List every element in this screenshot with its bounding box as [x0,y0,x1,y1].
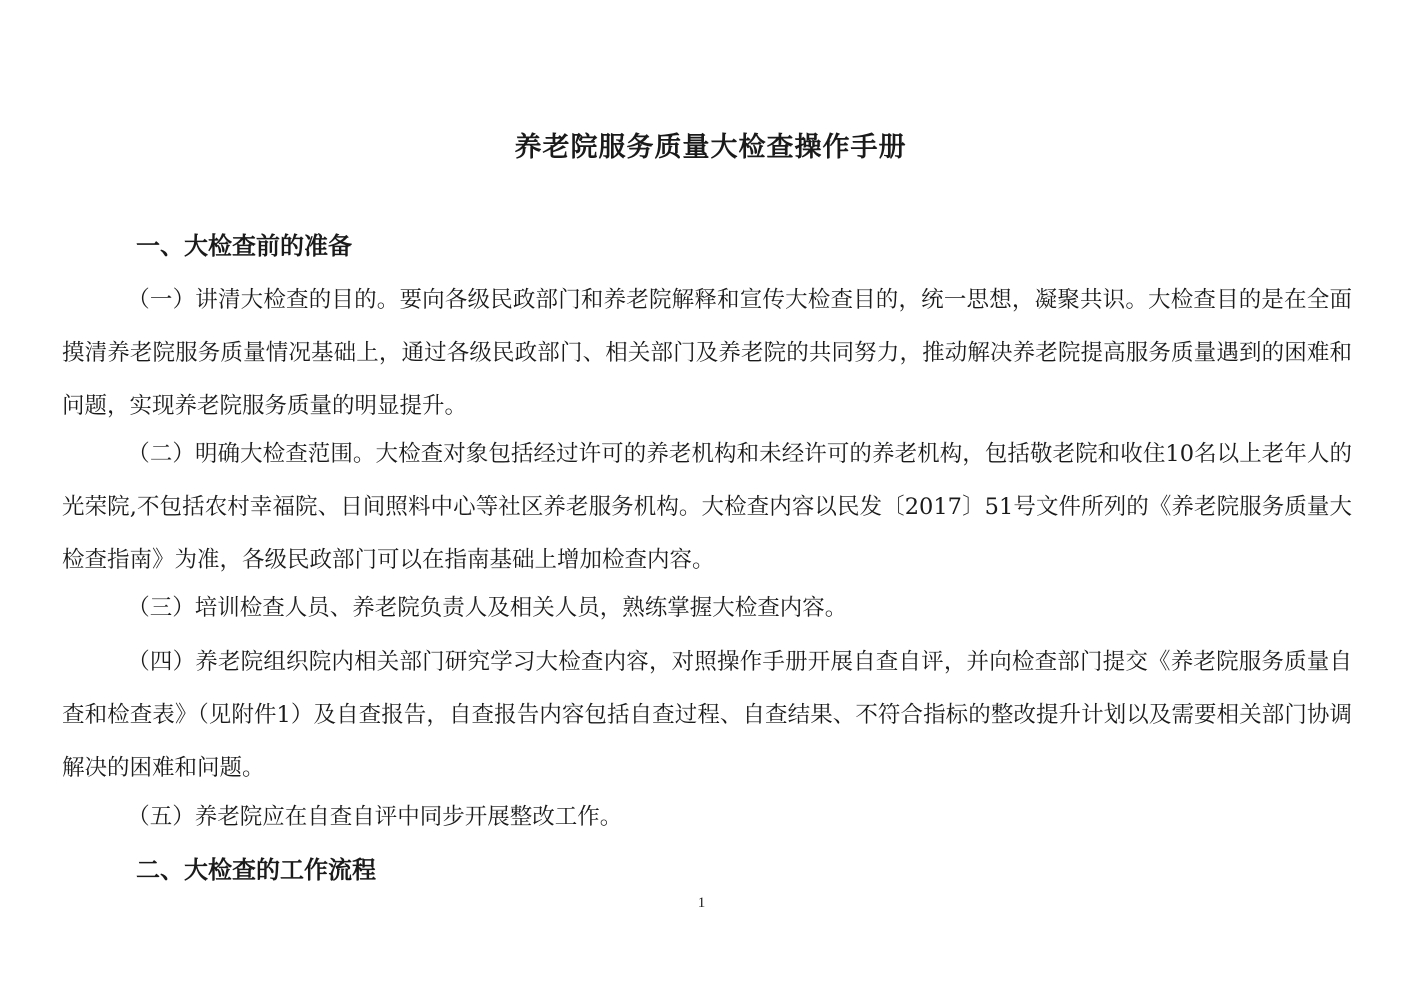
section-heading-preparation: 一、大检查前的准备 [136,232,352,260]
paragraph-rectification: （五）养老院应在自查自评中同步开展整改工作。 [127,804,623,830]
paragraph-self-inspection: （四）养老院组织院内相关部门研究学习大检查内容，对照操作手册开展自查自评，并向检查部门提交《养老院服务质量自查和检查表》（见附件1）及自查报告，自查报告内容包括自查过程、自查结果、不符合指标的整改提升计划以及需要相关部门协调解决的困难和问题。 [62,649,1352,781]
page-number: 1 [697,895,706,911]
paragraph-scope: （二）明确大检查范围。大检查对象包括经过许可的养老机构和未经许可的养老机构，包括敬老院和收住10名以上老年人的光荣院,不包括农村幸福院、日间照料中心等社区养老服务机构。大检查内容以民发〔2017〕51号文件所列的《养老院服务质量大检查指南》为准，各级民政部门可以在指南基础上增加检查内容。 [62,441,1352,573]
section-heading-workflow: 二、大检查的工作流程 [136,856,376,884]
paragraph-training: （三）培训检查人员、养老院负责人及相关人员，熟练掌握大检查内容。 [127,595,848,621]
paragraph-purpose: （一）讲清大检查的目的。要向各级民政部门和养老院解释和宣传大检查目的，统一思想，凝聚共识。大检查目的是在全面摸清养老院服务质量情况基础上，通过各级民政部门、相关部门及养老院的共同努力，推动解决养老院提高服务质量遇到的困难和问题，实现养老院服务质量的明显提升。 [62,287,1352,419]
document-title: 养老院服务质量大检查操作手册 [514,132,907,163]
